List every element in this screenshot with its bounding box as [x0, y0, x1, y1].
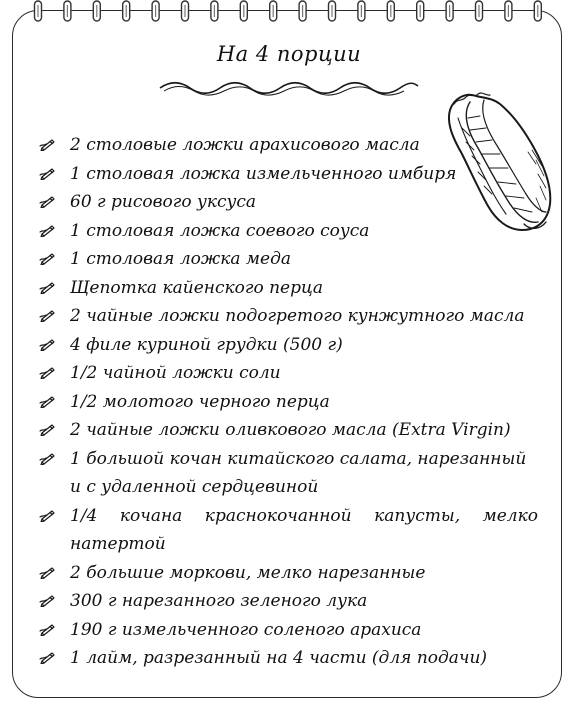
pencil-icon [39, 308, 56, 322]
pencil-icon [39, 565, 56, 579]
ingredient-text: 1 столовая ложка измельченного имбиря [70, 163, 457, 184]
pencil-icon [39, 593, 56, 607]
ingredient-text: и с удаленной сердцевиной [70, 477, 319, 497]
pencil-icon [39, 508, 56, 522]
ingredient-text: натертой [70, 534, 166, 554]
ingredient-text: 1 лайм, разрезанный на 4 части (для подачи) [70, 648, 488, 668]
ingredient-text: 1 столовая ложка меда [70, 249, 291, 269]
ingredient-text: 4 филе куриной грудки (500 г) [70, 334, 343, 355]
ingredient-text: 1 столовая ложка соевого соуса [70, 220, 370, 241]
ingredient-text: 2 чайные ложки оливкового масла (Extra Virgin) [70, 420, 511, 440]
pencil-icon [39, 194, 56, 208]
servings-title: На 4 порции [216, 42, 362, 66]
ingredient-text: 2 столовые ложки арахисового масла [70, 135, 420, 155]
ingredient-text: 2 чайные ложки подогретого кунжутного масла [70, 306, 525, 326]
ingredient-text: 1/2 чайной ложки соли [70, 363, 281, 383]
pencil-icon [39, 280, 56, 294]
pencil-icon [39, 365, 56, 379]
ingredient-text: 2 большие моркови, мелко нарезанные [70, 562, 426, 583]
ingredient-text: 1/4 кочана краснокочанной капусты, мелко [70, 505, 538, 526]
ingredient-text: Щепотка кайенского перца [70, 277, 323, 298]
pencil-icon [39, 251, 56, 265]
pencil-icon [39, 137, 56, 151]
pencil-icon [39, 451, 56, 465]
ingredient-text: 60 г рисового уксуса [70, 192, 257, 212]
pencil-icon [39, 650, 56, 664]
pencil-icon [39, 622, 56, 636]
ingredient-text: 1/2 молотого черного перца [70, 391, 330, 412]
ingredient-text: 190 г измельченного соленого арахиса [70, 619, 422, 640]
pencil-icon [39, 223, 56, 237]
pencil-icon [39, 394, 56, 408]
pencil-icon [39, 422, 56, 436]
ingredient-text: 1 большой кочан китайского салата, нарезанный [70, 448, 527, 469]
pencil-icon [39, 166, 56, 180]
ingredient-text: 300 г нарезанного зеленого лука [70, 591, 368, 611]
pencil-icon [39, 337, 56, 351]
